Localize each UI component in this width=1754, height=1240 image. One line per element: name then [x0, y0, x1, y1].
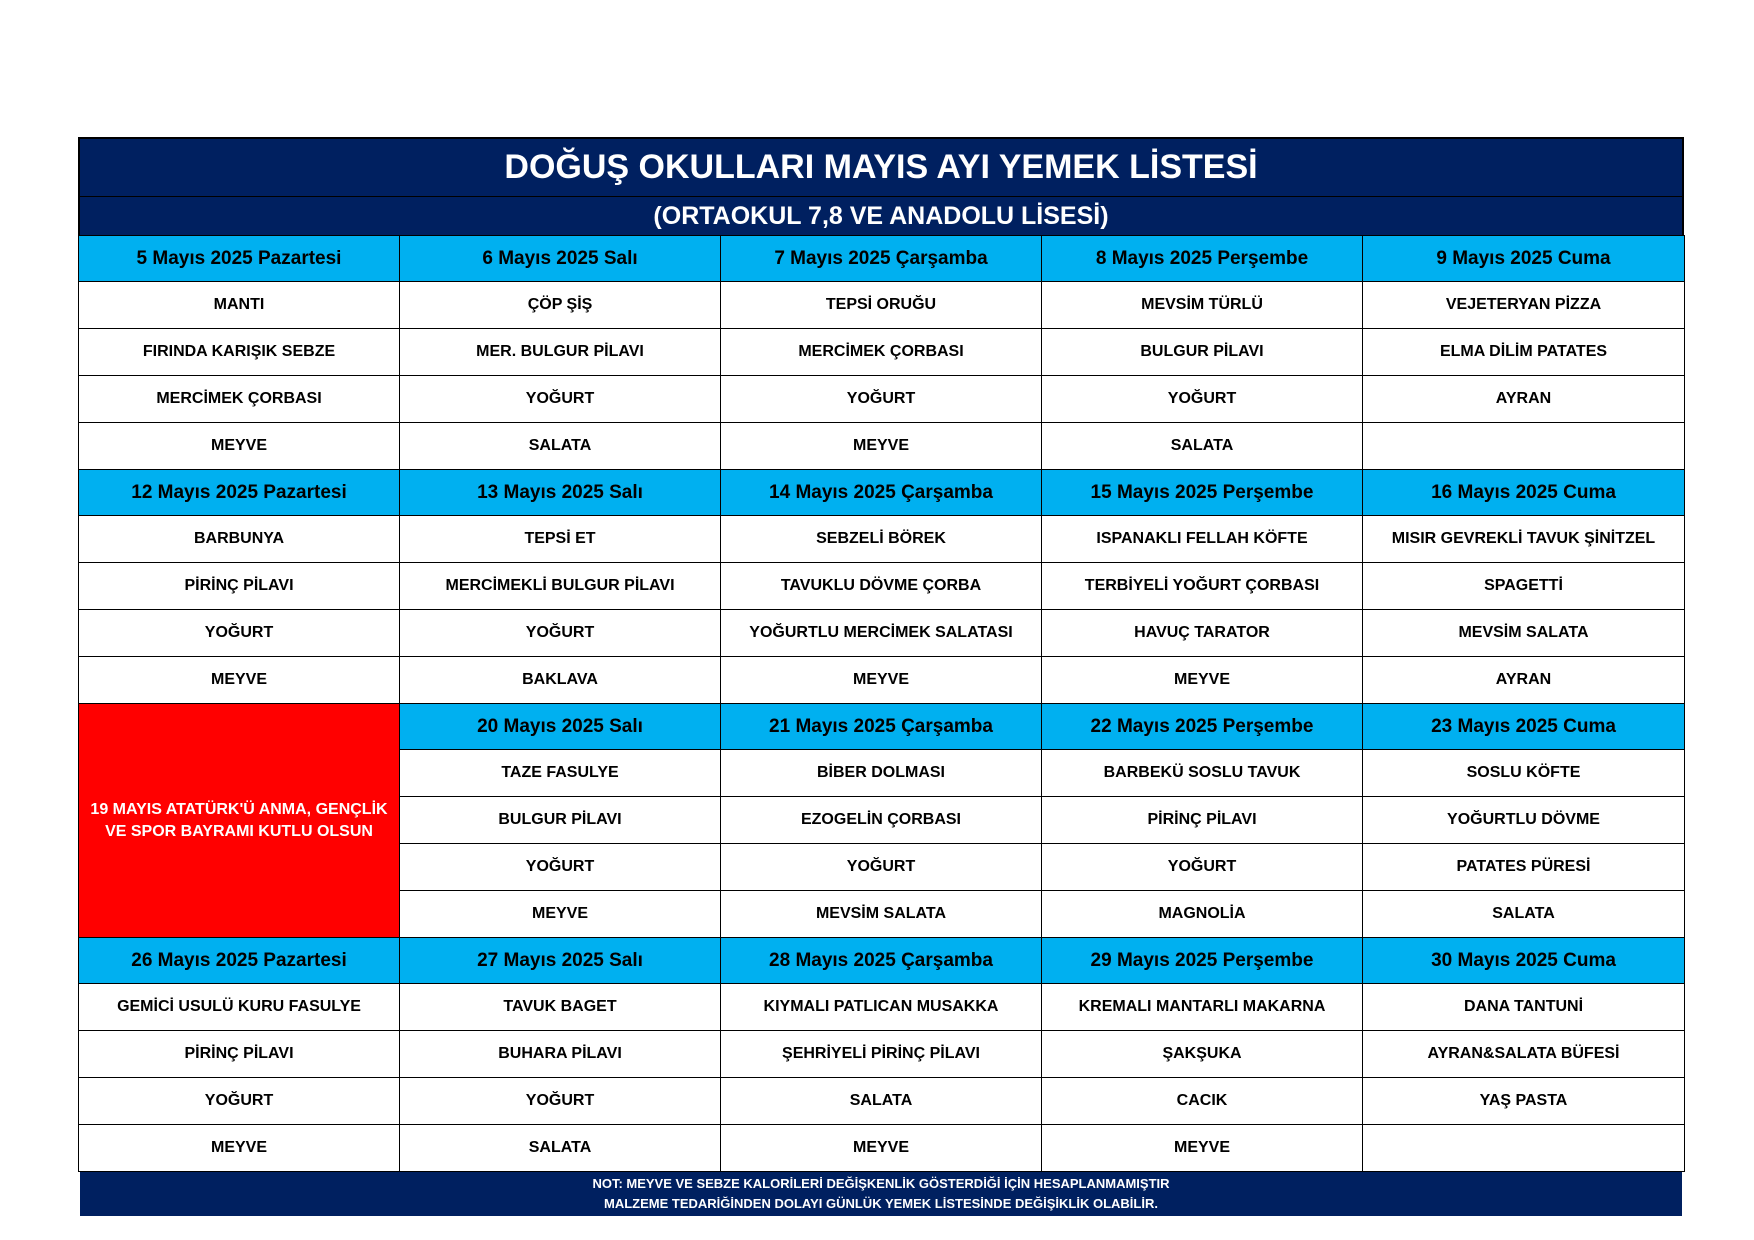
dish-cell: YOĞURT: [400, 376, 721, 423]
dish-cell: [1363, 1125, 1685, 1172]
dish-cell: YOĞURT: [721, 376, 1042, 423]
day-header-row: [79, 704, 1685, 750]
day-header: 6 Mayıs 2025 Salı: [400, 236, 721, 282]
dish-cell: PATATES PÜRESİ: [1363, 844, 1685, 891]
day-header: 15 Mayıs 2025 Perşembe: [1042, 470, 1363, 516]
dish-cell: MEYVE: [721, 1125, 1042, 1172]
dish-cell: MEYVE: [721, 423, 1042, 470]
page-title: DOĞUŞ OKULLARI MAYIS AYI YEMEK LİSTESİ: [78, 137, 1684, 197]
dish-cell: YOĞURT: [400, 1078, 721, 1125]
dish-cell: SALATA: [400, 423, 721, 470]
dish-cell: BULGUR PİLAVI: [1042, 329, 1363, 376]
dish-cell: TEPSİ ORUĞU: [721, 282, 1042, 329]
dish-row: [79, 610, 1685, 657]
dish-cell: YOĞURT: [1042, 376, 1363, 423]
dish-row: [79, 516, 1685, 563]
holiday-cell: 19 MAYIS ATATÜRK'Ü ANMA, GENÇLİK VE SPOR BAYRAMI KUTLU OLSUN: [79, 704, 400, 938]
dish-cell: MERCİMEKLİ BULGUR PİLAVI: [400, 563, 721, 610]
dish-cell: EZOGELİN ÇORBASI: [721, 797, 1042, 844]
dish-cell: SALATA: [1363, 891, 1685, 938]
dish-cell: ELMA DİLİM PATATES: [1363, 329, 1685, 376]
day-header: 28 Mayıs 2025 Çarşamba: [721, 938, 1042, 984]
dish-row: [79, 1031, 1685, 1078]
day-header: 23 Mayıs 2025 Cuma: [1363, 704, 1685, 750]
dish-cell: MEVSİM TÜRLÜ: [1042, 282, 1363, 329]
dish-cell: MEYVE: [79, 657, 400, 704]
dish-cell: TAVUK BAGET: [400, 984, 721, 1031]
day-header: 12 Mayıs 2025 Pazartesi: [79, 470, 400, 516]
dish-cell: MEYVE: [400, 891, 721, 938]
dish-cell: YOĞURT: [400, 844, 721, 891]
day-header: 13 Mayıs 2025 Salı: [400, 470, 721, 516]
dish-cell: TAZE FASULYE: [400, 750, 721, 797]
day-header: 26 Mayıs 2025 Pazartesi: [79, 938, 400, 984]
dish-cell: KIYMALI PATLICAN MUSAKKA: [721, 984, 1042, 1031]
dish-cell: DANA TANTUNİ: [1363, 984, 1685, 1031]
dish-cell: MEYVE: [1042, 1125, 1363, 1172]
dish-cell: AYRAN: [1363, 657, 1685, 704]
dish-cell: MISIR GEVREKLİ TAVUK ŞİNİTZEL: [1363, 516, 1685, 563]
dish-cell: PİRİNÇ PİLAVI: [79, 563, 400, 610]
day-header: 9 Mayıs 2025 Cuma: [1363, 236, 1685, 282]
day-header: 16 Mayıs 2025 Cuma: [1363, 470, 1685, 516]
menu-sheet: [78, 137, 1684, 1216]
day-header-row: [79, 236, 1685, 282]
day-header: 20 Mayıs 2025 Salı: [400, 704, 721, 750]
dish-row: [79, 1125, 1685, 1172]
dish-cell: SALATA: [400, 1125, 721, 1172]
dish-cell: HAVUÇ TARATOR: [1042, 610, 1363, 657]
dish-cell: YOĞURT: [400, 610, 721, 657]
dish-cell: BARBEKÜ SOSLU TAVUK: [1042, 750, 1363, 797]
day-header: 7 Mayıs 2025 Çarşamba: [721, 236, 1042, 282]
day-header-row: [79, 938, 1685, 984]
dish-cell: ÇÖP ŞİŞ: [400, 282, 721, 329]
dish-cell: YOĞURTLU MERCİMEK SALATASI: [721, 610, 1042, 657]
dish-cell: MEYVE: [79, 423, 400, 470]
dish-cell: YAŞ PASTA: [1363, 1078, 1685, 1125]
dish-cell: VEJETERYAN PİZZA: [1363, 282, 1685, 329]
dish-cell: SALATA: [721, 1078, 1042, 1125]
dish-cell: MEYVE: [79, 1125, 400, 1172]
dish-cell: GEMİCİ USULÜ KURU FASULYE: [79, 984, 400, 1031]
dish-cell: MERCİMEK ÇORBASI: [79, 376, 400, 423]
dish-cell: ŞEHRİYELİ PİRİNÇ PİLAVI: [721, 1031, 1042, 1078]
dish-cell: MEVSİM SALATA: [721, 891, 1042, 938]
dish-row: [79, 984, 1685, 1031]
dish-row: [79, 282, 1685, 329]
dish-cell: MEYVE: [721, 657, 1042, 704]
dish-cell: MERCİMEK ÇORBASI: [721, 329, 1042, 376]
note-line-1: NOT: MEYVE VE SEBZE KALORİLERİ DEĞİŞKENLİK GÖSTERDİĞİ İÇİN HESAPLANMAMIŞTIR: [592, 1176, 1170, 1191]
dish-cell: BİBER DOLMASI: [721, 750, 1042, 797]
day-header-row: [79, 470, 1685, 516]
dish-cell: TERBİYELİ YOĞURT ÇORBASI: [1042, 563, 1363, 610]
dish-cell: MEYVE: [1042, 657, 1363, 704]
dish-cell: YOĞURT: [721, 844, 1042, 891]
dish-cell: TEPSİ ET: [400, 516, 721, 563]
menu-table: [78, 235, 1685, 1172]
dish-cell: KREMALI MANTARLI MAKARNA: [1042, 984, 1363, 1031]
dish-cell: SALATA: [1042, 423, 1363, 470]
dish-cell: BAKLAVA: [400, 657, 721, 704]
day-header: 29 Mayıs 2025 Perşembe: [1042, 938, 1363, 984]
footer-note: [80, 1172, 1682, 1216]
day-header: 21 Mayıs 2025 Çarşamba: [721, 704, 1042, 750]
dish-row: [79, 423, 1685, 470]
dish-cell: FIRINDA KARIŞIK SEBZE: [79, 329, 400, 376]
dish-cell: SPAGETTİ: [1363, 563, 1685, 610]
dish-cell: AYRAN: [1363, 376, 1685, 423]
page-subtitle: (ORTAOKUL 7,8 VE ANADOLU LİSESİ): [78, 197, 1684, 235]
dish-cell: MANTI: [79, 282, 400, 329]
dish-cell: YOĞURT: [1042, 844, 1363, 891]
dish-cell: PİRİNÇ PİLAVI: [79, 1031, 400, 1078]
dish-row: [79, 329, 1685, 376]
dish-row: [79, 657, 1685, 704]
dish-cell: MAGNOLİA: [1042, 891, 1363, 938]
dish-cell: TAVUKLU DÖVME ÇORBA: [721, 563, 1042, 610]
dish-cell: [1363, 423, 1685, 470]
dish-cell: BULGUR PİLAVI: [400, 797, 721, 844]
dish-cell: YOĞURT: [79, 1078, 400, 1125]
dish-cell: SEBZELİ BÖREK: [721, 516, 1042, 563]
dish-row: [79, 1078, 1685, 1125]
dish-cell: ISPANAKLI FELLAH KÖFTE: [1042, 516, 1363, 563]
dish-cell: CACIK: [1042, 1078, 1363, 1125]
day-header: 8 Mayıs 2025 Perşembe: [1042, 236, 1363, 282]
dish-cell: BUHARA PİLAVI: [400, 1031, 721, 1078]
day-header: 30 Mayıs 2025 Cuma: [1363, 938, 1685, 984]
day-header: 14 Mayıs 2025 Çarşamba: [721, 470, 1042, 516]
day-header: 27 Mayıs 2025 Salı: [400, 938, 721, 984]
dish-row: [79, 563, 1685, 610]
day-header: 5 Mayıs 2025 Pazartesi: [79, 236, 400, 282]
dish-cell: AYRAN&SALATA BÜFESİ: [1363, 1031, 1685, 1078]
dish-cell: ŞAKŞUKA: [1042, 1031, 1363, 1078]
day-header: 22 Mayıs 2025 Perşembe: [1042, 704, 1363, 750]
dish-cell: MEVSİM SALATA: [1363, 610, 1685, 657]
dish-cell: YOĞURTLU DÖVME: [1363, 797, 1685, 844]
dish-cell: PİRİNÇ PİLAVI: [1042, 797, 1363, 844]
dish-cell: MER. BULGUR PİLAVI: [400, 329, 721, 376]
dish-cell: BARBUNYA: [79, 516, 400, 563]
dish-row: [79, 376, 1685, 423]
dish-cell: YOĞURT: [79, 610, 400, 657]
dish-cell: SOSLU KÖFTE: [1363, 750, 1685, 797]
note-line-2: MALZEME TEDARİĞİNDEN DOLAYI GÜNLÜK YEMEK LİSTESİNDE DEĞİŞİKLİK OLABİLİR.: [604, 1196, 1158, 1211]
